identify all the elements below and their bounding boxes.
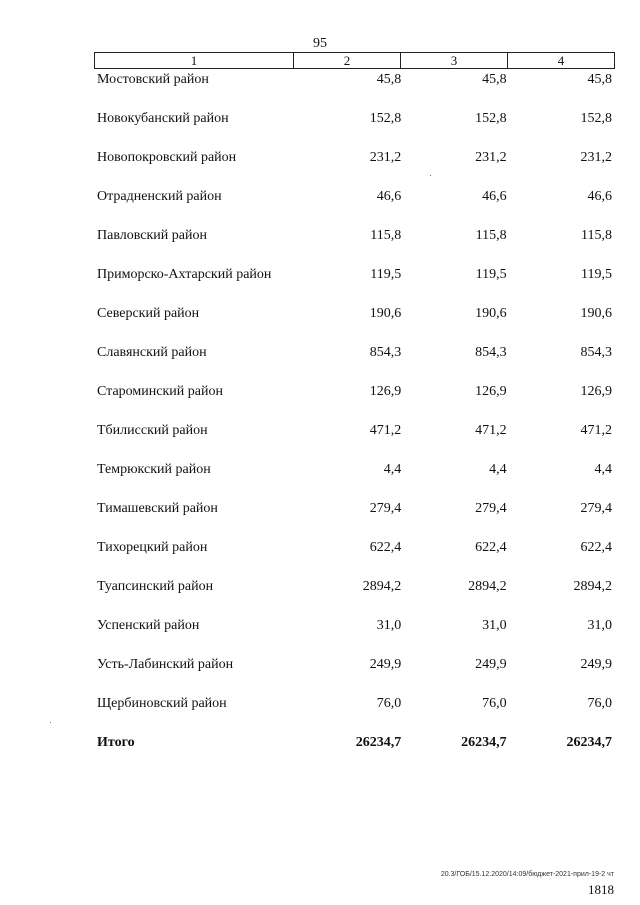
district-name: Туапсинский район: [97, 579, 214, 594]
value-col-4: 31,0: [587, 618, 612, 633]
value-col-2: 152,8: [369, 111, 402, 126]
footer-file-stamp: 20.3/ГОБ/15.12.2020/14:09/бюджет-2021-прил-19-2 чт: [440, 871, 614, 878]
table-row: [94, 462, 615, 501]
value-col-3: 46,6: [482, 189, 507, 204]
value-col-2: 45,8: [376, 72, 402, 87]
value-col-3: 279,4: [475, 501, 507, 516]
district-name: Усть-Лабинский район: [97, 657, 234, 672]
value-col-4: 2894,2: [573, 579, 612, 594]
column-header-3: 3: [401, 53, 508, 68]
table-row: [94, 501, 615, 540]
value-col-2: 26234,7: [355, 735, 402, 750]
value-col-2: 249,9: [369, 657, 402, 672]
district-name: Новопокровский район: [97, 150, 237, 165]
value-col-2: 119,5: [370, 267, 402, 282]
value-col-3: 854,3: [475, 345, 507, 360]
value-col-4: 45,8: [587, 72, 612, 87]
district-name: Тбилисский район: [97, 423, 208, 438]
value-col-3: 471,2: [475, 423, 507, 438]
value-col-4: 854,3: [580, 345, 612, 360]
value-col-4: 190,6: [580, 306, 612, 321]
district-name: Тимашевский район: [97, 501, 218, 516]
scan-speck: [50, 722, 51, 723]
table-row: [94, 618, 615, 657]
value-col-4: 231,2: [580, 150, 612, 165]
table-row: [94, 579, 615, 618]
district-table-body: [94, 72, 615, 774]
value-col-2: 126,9: [369, 384, 402, 399]
table-row: [94, 306, 615, 345]
table-row: [94, 696, 615, 735]
value-col-3: 115,8: [475, 228, 507, 243]
value-col-3: 152,8: [475, 111, 507, 126]
value-col-4: 152,8: [580, 111, 612, 126]
value-col-3: 4,4: [489, 462, 507, 477]
district-name: Отрадненский район: [97, 189, 222, 204]
value-col-2: 622,4: [369, 540, 402, 555]
table-row: [94, 228, 615, 267]
value-col-2: 471,2: [369, 423, 402, 438]
value-col-2: 31,0: [376, 618, 402, 633]
value-col-3: 119,5: [475, 267, 507, 282]
value-col-3: 45,8: [482, 72, 507, 87]
district-name: Павловский район: [97, 228, 207, 243]
district-name: Итого: [97, 735, 135, 750]
district-name: Успенский район: [97, 618, 200, 633]
value-col-2: 279,4: [369, 501, 402, 516]
value-col-3: 231,2: [475, 150, 507, 165]
value-col-4: 76,0: [587, 696, 612, 711]
sheet-number: 1818: [588, 882, 614, 897]
district-name: Староминский район: [97, 384, 223, 399]
value-col-2: 76,0: [376, 696, 402, 711]
value-col-2: 2894,2: [362, 579, 402, 594]
scan-speck: [430, 175, 431, 176]
table-row: [94, 540, 615, 579]
column-header-4: 4: [557, 53, 565, 68]
value-col-4: 119,5: [581, 267, 612, 282]
column-header-2: 2: [294, 53, 401, 68]
value-col-3: 126,9: [475, 384, 507, 399]
value-col-3: 26234,7: [461, 735, 507, 750]
value-col-4: 249,9: [580, 657, 612, 672]
page-number: 95: [313, 36, 327, 51]
value-col-4: 126,9: [580, 384, 612, 399]
table-row: [94, 150, 615, 189]
column-header-1: 1: [95, 53, 294, 68]
value-col-2: 190,6: [369, 306, 402, 321]
table-row: [94, 384, 615, 423]
value-col-2: 854,3: [369, 345, 402, 360]
value-col-4: 26234,7: [566, 735, 612, 750]
column-number-header: [94, 52, 615, 69]
table-row: [94, 657, 615, 696]
table-row: [94, 111, 615, 150]
value-col-3: 190,6: [475, 306, 507, 321]
table-row: [94, 423, 615, 462]
value-col-3: 76,0: [482, 696, 507, 711]
value-col-3: 249,9: [475, 657, 507, 672]
table-row: [94, 189, 615, 228]
district-name: Тихорецкий район: [97, 540, 208, 555]
value-col-4: 279,4: [580, 501, 612, 516]
value-col-4: 471,2: [580, 423, 612, 438]
value-col-2: 4,4: [383, 462, 402, 477]
value-col-3: 31,0: [482, 618, 507, 633]
value-col-4: 46,6: [587, 189, 612, 204]
table-row: [94, 267, 615, 306]
district-name: Щербиновский район: [97, 696, 227, 711]
value-col-2: 46,6: [376, 189, 402, 204]
value-col-4: 115,8: [581, 228, 612, 243]
total-row: [94, 735, 615, 774]
district-name: Мостовский район: [97, 72, 209, 87]
district-name: Северский район: [97, 306, 200, 321]
value-col-2: 231,2: [369, 150, 402, 165]
table-row: [94, 72, 615, 111]
district-name: Новокубанский район: [97, 111, 229, 126]
table-row: [94, 345, 615, 384]
district-name: Приморско-Ахтарский район: [97, 267, 272, 282]
value-col-2: 115,8: [370, 228, 402, 243]
value-col-4: 4,4: [594, 462, 612, 477]
value-col-3: 622,4: [475, 540, 507, 555]
district-name: Темрюкский район: [97, 462, 211, 477]
district-name: Славянский район: [97, 345, 207, 360]
value-col-4: 622,4: [580, 540, 612, 555]
value-col-3: 2894,2: [468, 579, 507, 594]
